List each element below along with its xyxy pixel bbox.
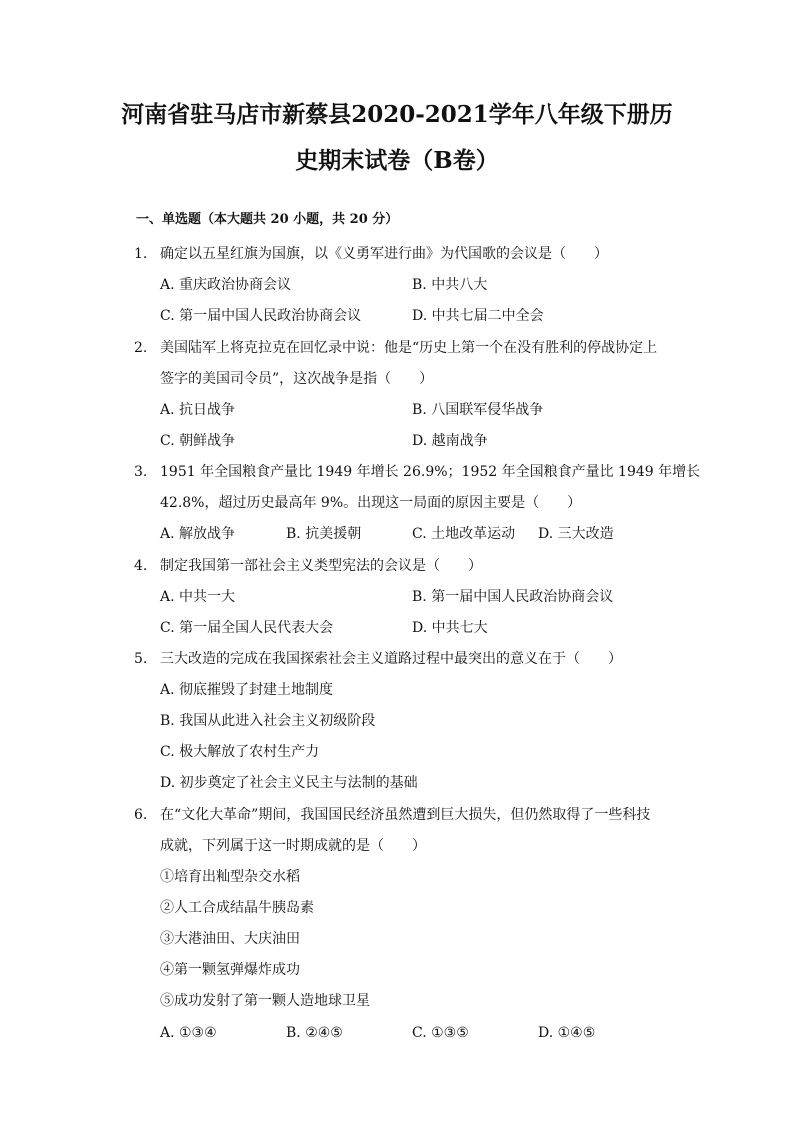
question-text-line2: 42.8%，超过历史最高年 9%。出现这一局面的原因主要是（ ） xyxy=(160,495,582,511)
option-b: B. ②④⑤ xyxy=(286,1025,343,1041)
option-d: D. 中共七届二中全会 xyxy=(412,308,544,324)
question-text: 确定以五星红旗为国旗，以《义勇军进行曲》为代国歌的会议是（ ） xyxy=(160,246,608,262)
option-d: D. 中共七大 xyxy=(412,620,488,636)
question-text-line2: 成就，下列属于这一时期成就的是（ ） xyxy=(160,838,426,854)
item-4: ④第一颗氢弹爆炸成功 xyxy=(160,962,300,978)
option-d: D. 三大改造 xyxy=(538,526,614,542)
question-text-line2: 签字的美国司令员”，这次战争是指（ ） xyxy=(160,371,434,387)
option-d: D. ①④⑤ xyxy=(538,1025,596,1041)
option-c: C. 土地改革运动 xyxy=(412,526,516,542)
option-d: D. 越南战争 xyxy=(412,433,488,449)
question-text-line1: 1951 年全国粮食产量比 1949 年增长 26.9%；1952 年全国粮食产量比 1949 年增长 xyxy=(160,464,701,480)
option-d: D. 初步奠定了社会主义民主与法制的基础 xyxy=(160,775,418,791)
document-title-line1: 河南省驻马店市新蔡县2020-2021学年八年级下册历 xyxy=(121,101,673,128)
option-c: C. 朝鲜战争 xyxy=(160,433,236,449)
question-text: 三大改造的完成在我国探索社会主义道路过程中最突出的意义在于（ ） xyxy=(160,651,622,667)
document-title-line2: 史期末试卷（B卷） xyxy=(295,147,499,174)
option-a: A. 重庆政治协商会议 xyxy=(160,277,292,293)
question-text-line1: 美国陆军上将克拉克在回忆录中说：他是“历史上第一个在没有胜利的停战协定上 xyxy=(160,340,658,356)
option-b: B. 我国从此进入社会主义初级阶段 xyxy=(160,713,376,729)
question-number: 6. xyxy=(134,807,148,823)
section-heading: 一、单选题（本大题共 20 小题，共 20 分） xyxy=(136,212,399,227)
option-c: C. 第一届全国人民代表大会 xyxy=(160,620,334,636)
question-text-line1: 在“文化大革命”期间，我国国民经济虽然遭到巨大损失，但仍然取得了一些科技 xyxy=(160,807,651,823)
option-a: A. 彻底摧毁了封建土地制度 xyxy=(160,682,334,698)
question-number: 1. xyxy=(134,246,148,262)
option-b: B. 八国联军侵华战争 xyxy=(412,402,544,418)
question-text: 制定我国第一部社会主义类型宪法的会议是（ ） xyxy=(160,558,482,574)
option-b: B. 第一届中国人民政治协商会议 xyxy=(412,589,614,605)
item-2: ②人工合成结晶牛胰岛素 xyxy=(160,900,314,916)
item-1: ①培育出籼型杂交水稻 xyxy=(160,869,300,885)
option-c: C. 第一届中国人民政治协商会议 xyxy=(160,308,362,324)
option-a: A. 解放战争 xyxy=(160,526,236,542)
option-a: A. 中共一大 xyxy=(160,589,236,605)
item-3: ③大港油田、大庆油田 xyxy=(160,931,300,947)
option-c: C. 极大解放了农村生产力 xyxy=(160,744,320,760)
option-b: B. 抗美援朝 xyxy=(286,526,362,542)
question-number: 5. xyxy=(134,651,148,667)
question-number: 2. xyxy=(134,340,148,356)
question-number: 3. xyxy=(134,464,148,480)
item-5: ⑤成功发射了第一颗人造地球卫星 xyxy=(160,993,370,1009)
option-a: A. 抗日战争 xyxy=(160,402,236,418)
option-c: C. ①③⑤ xyxy=(412,1025,469,1041)
option-a: A. ①③④ xyxy=(160,1025,217,1041)
question-number: 4. xyxy=(134,558,148,574)
option-b: B. 中共八大 xyxy=(412,277,488,293)
